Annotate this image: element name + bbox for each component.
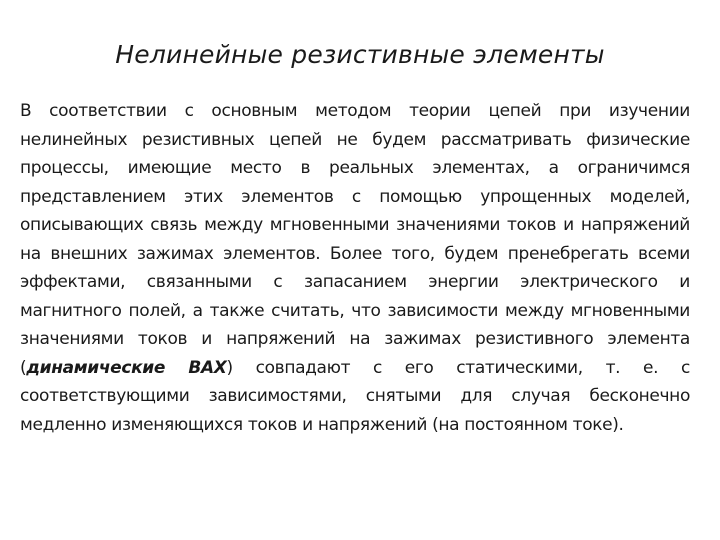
slide-title: Нелинейные резистивные элементы (115, 40, 605, 69)
body-emphasis: динамические ВАХ (26, 357, 227, 378)
body-text-part-1: В соответствии с основным методом теории цепей при изучении нелинейных резистивных цепей не будем рассматривать физические процессы, имеющие место в реальных элементах, а ограничимся представлением этих элементов с помощью упрощенных моделей, описывающих связь между мгновенными значениями токов и напряжений на внешних зажимах элементов. Более того, будем пренебрегать всеми эффектами, связанными с запасанием энергии электрического и магнитного полей, а также считать, что зависимости между мгновенными значениями токов и напряжений на зажимах резистивного элемента ( (20, 101, 690, 378)
body-paragraph (20, 97, 690, 439)
body-text-part-2: ) совпадают с его статическими, т. е. с соответствующими зависимостями, снятыми для случая бесконечно медленно изменяющихся токов и напряжений (на постоянном токе). (20, 357, 690, 435)
